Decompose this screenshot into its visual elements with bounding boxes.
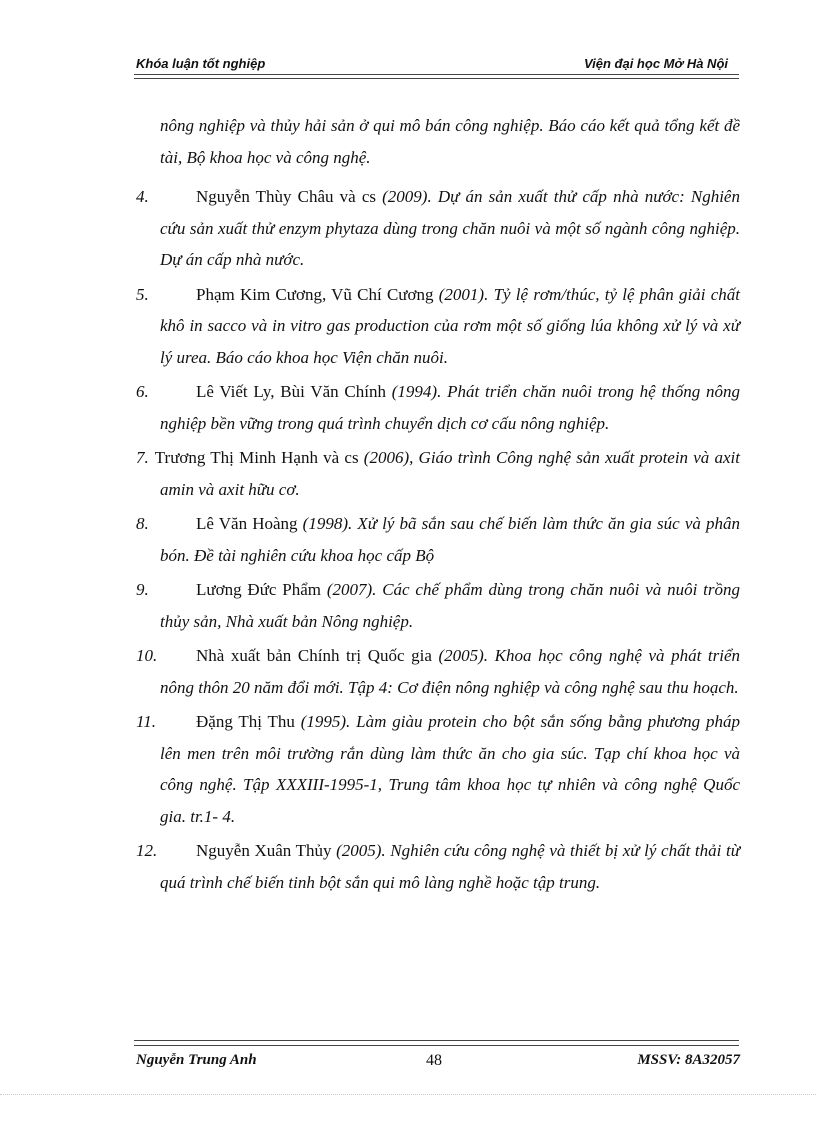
page-edge-divider <box>0 1094 816 1095</box>
reference-author: Trương Thị Minh Hạnh và cs <box>154 448 359 467</box>
header-rule <box>134 74 739 79</box>
reference-item-5 <box>136 279 740 374</box>
reference-text: (2005). Nghiên cứu công nghệ và thiết bị xử lý chất thải từ quá trình chế biến tinh bột sắn qui mô làng nghề hoặc tập trung. <box>160 841 740 892</box>
reference-item-11 <box>136 706 740 832</box>
reference-item-10 <box>136 640 740 703</box>
reference-list <box>136 110 740 898</box>
footer-rule <box>134 1040 739 1046</box>
header-thesis-label: Khóa luận tốt nghiệp <box>136 56 266 71</box>
reference-item-8 <box>136 508 740 571</box>
reference-number: 4. <box>136 187 149 206</box>
reference-text: (1994). Phát triển chăn nuôi trong hệ thống nông nghiệp bền vững trong quá trình chuyển dịch cơ cấu nông nghiệp. <box>160 382 740 433</box>
reference-author: Lê Văn Hoàng <box>196 514 298 533</box>
reference-number: 11. <box>136 712 156 731</box>
reference-item-4 <box>136 181 740 276</box>
reference-author: Nguyễn Xuân Thủy <box>196 841 332 860</box>
reference-author: Đặng Thị Thu <box>196 712 295 731</box>
reference-author: Phạm Kim Cương, Vũ Chí Cương <box>196 284 434 304</box>
page-number: 48 <box>426 1052 442 1069</box>
reference-text: (1995). Làm giàu protein cho bột sắn sống bằng phương pháp lên men trên môi trường rắn dùng làm thức ăn cho gia súc. Tạp chí khoa học và công nghệ. Tập XXXIII-1995-1, Trung tâm khoa học tự nhiên và công nghệ Quốc gia. tr.1- 4. <box>160 712 740 826</box>
reference-number: 6. <box>136 382 149 401</box>
reference-text: (2009). Dự án sản xuất thử cấp nhà nước: Nghiên cứu sản xuất thử enzym phytaza dùng trong chăn nuôi và một số ngành công nghiệp. Dự án cấp nhà nước. <box>160 187 740 269</box>
footer-student-id: MSSV: 8A32057 <box>637 1052 740 1068</box>
footer-author: Nguyễn Trung Anh <box>136 1052 257 1068</box>
reference-number: 7. <box>136 448 149 467</box>
header-institution: Viện đại học Mở Hà Nội <box>583 56 728 71</box>
reference-text: (1998). Xử lý bã sắn sau chế biến làm thức ăn gia súc và phân bón. Đề tài nghiên cứu khoa học cấp Bộ <box>160 514 740 565</box>
reference-author: Lê Viết Ly, Bùi Văn Chính <box>196 382 386 401</box>
page-header <box>136 54 736 74</box>
reference-number: 12. <box>136 841 158 860</box>
reference-item-7 <box>136 442 740 505</box>
reference-text: (2005). Khoa học công nghệ và phát triển nông thôn 20 năm đổi mới. Tập 4: Cơ điện nông nghiệp và công nghệ sau thu hoạch. <box>160 646 740 697</box>
reference-author: Lương Đức Phẩm <box>196 580 321 599</box>
reference-number: 9. <box>136 580 149 599</box>
reference-item-6 <box>136 376 740 439</box>
reference-item-9 <box>136 574 740 637</box>
reference-number: 8. <box>136 514 149 533</box>
reference-text: (2007). Các chế phẩm dùng trong chăn nuôi và nuôi trồng thủy sản, Nhà xuất bản Nông nghiệp. <box>160 580 740 631</box>
page-footer <box>136 1052 740 1074</box>
reference-number: 5. <box>136 284 149 304</box>
reference-author: Nguyễn Thùy Châu và cs <box>196 187 376 206</box>
reference-text: (2006), Giáo trình Công nghệ sản xuất protein và axit amin và axit hữu cơ. <box>160 448 740 499</box>
reference-text: (2001). Tỷ lệ rơm/thúc, tỷ lệ phân giải chất khô in sacco và in vitro gas production của rơm một số giống lúa không xử lý và xử lý urea. Báo cáo khoa học Viện chăn nuôi. <box>160 284 740 367</box>
reference-number: 10. <box>136 646 158 665</box>
reference-continuation: nông nghiệp và thủy hải sản ở qui mô bán công nghiệp. Báo cáo kết quả tổng kết đề tài, Bộ khoa học và công nghệ. <box>160 116 740 167</box>
reference-author: Nhà xuất bản Chính trị Quốc gia <box>196 646 432 665</box>
reference-item-12 <box>136 835 740 898</box>
